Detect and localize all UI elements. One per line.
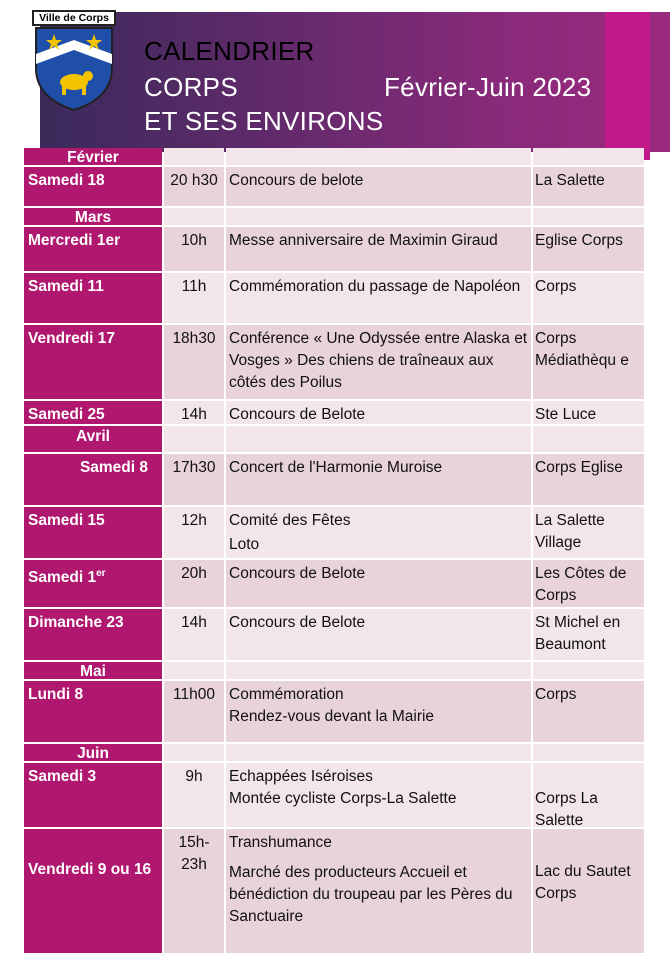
- event-day: Samedi 8: [24, 454, 162, 507]
- event-place: Lac du Sautet Corps: [533, 829, 644, 955]
- month-row: [24, 208, 644, 227]
- crest-label: Ville de Corps: [32, 10, 116, 26]
- month-label: Mai: [24, 662, 162, 681]
- event-time: 20h: [164, 560, 224, 609]
- event-title: [226, 829, 531, 955]
- event-title: [226, 507, 531, 560]
- event-time: 18h30: [164, 325, 224, 401]
- table-row: [24, 227, 644, 273]
- event-title-line: Loto: [229, 536, 260, 553]
- event-day: Samedi 15: [24, 507, 162, 560]
- event-title: Concert de l'Harmonie Muroise: [226, 454, 531, 507]
- month-row: [24, 148, 644, 167]
- event-day: Samedi 18: [24, 167, 162, 208]
- town-crest: [32, 10, 116, 112]
- shield-icon: [32, 10, 116, 112]
- table-row: [24, 681, 644, 744]
- title-corps: CORPS: [144, 72, 238, 102]
- event-day: Mercredi 1er: [24, 227, 162, 273]
- table-row: [24, 609, 644, 662]
- event-title: Concours de Belote: [226, 609, 531, 662]
- event-day: Lundi 8: [24, 681, 162, 744]
- event-time: 10h: [164, 227, 224, 273]
- event-place: Ste Luce: [533, 401, 644, 426]
- event-day: Vendredi 17: [24, 325, 162, 401]
- title-environs: ET SES ENVIRONS: [144, 106, 384, 136]
- event-time: 14h: [164, 401, 224, 426]
- event-place: St Michel en Beaumont: [533, 609, 644, 662]
- event-title-line: Rendez-vous devant la Mairie: [229, 708, 435, 725]
- event-place: Les Côtes de Corps: [533, 560, 644, 609]
- event-title-line: Montée cycliste Corps-La Salette: [229, 790, 457, 807]
- title-period: Février-Juin 2023: [384, 72, 592, 102]
- event-day: Samedi 11: [24, 273, 162, 325]
- month-label: Avril: [24, 426, 162, 454]
- month-row: [24, 744, 644, 763]
- event-place: Corps: [533, 273, 644, 325]
- event-place: Eglise Corps: [533, 227, 644, 273]
- event-title: Concours de Belote: [226, 401, 531, 426]
- event-place: La Salette Village: [533, 507, 644, 560]
- event-title: [226, 681, 531, 744]
- title-calendrier: CALENDRIER: [144, 36, 315, 66]
- banner-accent-bar: [605, 12, 650, 160]
- event-day: Samedi 1er: [24, 560, 162, 609]
- table-row: [24, 507, 644, 560]
- event-time: 11h: [164, 273, 224, 325]
- table-row: [24, 325, 644, 401]
- event-day: Vendredi 9 ou 16: [24, 829, 162, 955]
- event-time: 11h00: [164, 681, 224, 744]
- month-label: Juin: [24, 744, 162, 763]
- event-title-line: Commémoration: [229, 686, 344, 703]
- event-title-line: Marché des producteurs Accueil et bénédiction du troupeau par les Pères du Sanctuaire: [229, 864, 513, 925]
- event-title: Messe anniversaire de Maximin Giraud: [226, 227, 531, 273]
- event-title-line: Comité des Fêtes: [229, 512, 351, 529]
- month-label: Mars: [24, 208, 162, 227]
- event-title: Concours de belote: [226, 167, 531, 208]
- event-place: Corps La Salette: [533, 763, 644, 829]
- event-title: Concours de Belote: [226, 560, 531, 609]
- table-row: [24, 454, 644, 507]
- table-row: [24, 167, 644, 208]
- event-title-line: Transhumance: [229, 834, 332, 851]
- table-row: [24, 829, 644, 955]
- table-row: [24, 273, 644, 325]
- event-place: Corps: [533, 681, 644, 744]
- table-row: [24, 560, 644, 609]
- event-time: 9h: [164, 763, 224, 829]
- event-time: 12h: [164, 507, 224, 560]
- event-place: Corps Médiathèqu e: [533, 325, 644, 401]
- event-title: Commémoration du passage de Napoléon: [226, 273, 531, 325]
- month-row: [24, 426, 644, 454]
- table-row: [24, 763, 644, 829]
- event-day: Dimanche 23: [24, 609, 162, 662]
- event-time: 15h-23h: [164, 829, 224, 955]
- month-row: [24, 662, 644, 681]
- event-title-line: Echappées Iséroises: [229, 768, 373, 785]
- month-label: Février: [24, 148, 162, 167]
- event-time: 17h30: [164, 454, 224, 507]
- event-title: Conférence « Une Odyssée entre Alaska et Vosges » Des chiens de traîneaux aux côtés des Poilus: [226, 325, 531, 401]
- table-row: [24, 401, 644, 426]
- event-day: Samedi 3: [24, 763, 162, 829]
- event-time: 20 h30: [164, 167, 224, 208]
- event-day: Samedi 25: [24, 401, 162, 426]
- event-title: [226, 763, 531, 829]
- event-time: 14h: [164, 609, 224, 662]
- event-place: La Salette: [533, 167, 644, 208]
- event-place: Corps Eglise: [533, 454, 644, 507]
